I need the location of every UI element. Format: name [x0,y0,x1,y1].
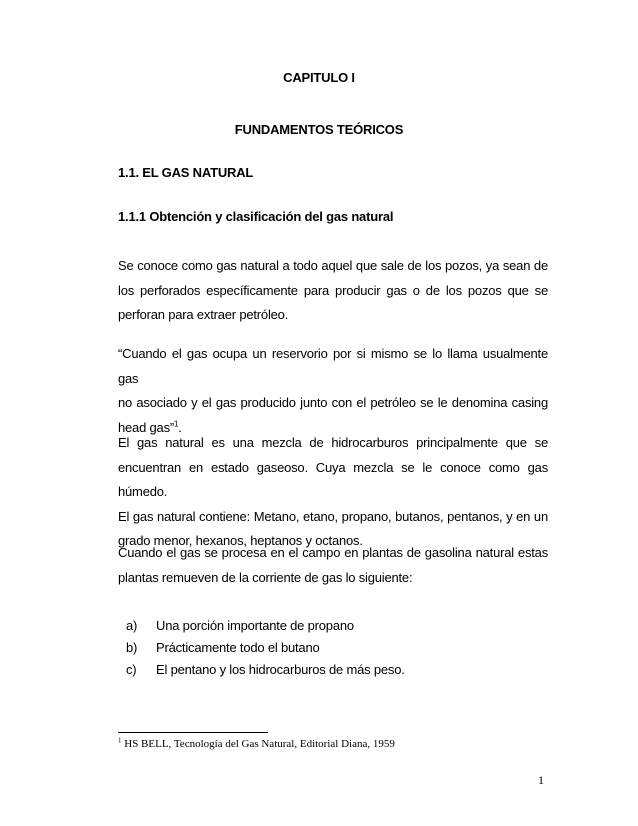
paragraph-line: “Cuando el gas ocupa un reservorio por si mismo se lo llama usualmente gas [118,346,548,386]
chapter-title: CAPITULO I [283,70,355,85]
list-item [126,659,405,681]
list-marker: a) [126,618,138,633]
footnote-separator [118,732,268,733]
paragraph-4 [118,541,548,590]
subsection-heading: 1.1.1 Obtención y clasificación del gas natural [118,209,394,224]
chapter-subtitle: FUNDAMENTOS TEÓRICOS [234,122,404,137]
paragraph-line: Se conoce como gas natural a todo aquel que sale de los pozos, ya sean de [118,258,548,273]
paragraph-3 [118,431,548,554]
list-item-text: El pentano y los hidrocarburos de más peso. [156,662,405,677]
page-number: 1 [538,773,544,787]
list-item [126,615,405,637]
paragraph-line: encuentran en estado gaseoso. Cuya mezcla se le conoce como gas húmedo. [118,459,548,499]
paragraph-line: no asociado y el gas producido junto con el petróleo se le denomina casing [118,395,548,410]
list-marker: c) [126,662,137,677]
paragraph-line: Cuando el gas se procesa en el campo en plantas de gasolina natural estas [118,545,548,560]
paragraph-line: El gas natural es una mezcla de hidrocarburos principalmente que se [118,435,548,450]
quote-end-text: head gas” [118,419,175,435]
paragraph-2 [118,342,548,440]
paragraph-line: plantas remueven de la corriente de gas lo siguiente: [118,569,413,585]
paragraph-line: grado menor, hexanos, heptanos y octanos. [118,533,363,548]
list-item-text: Una porción importante de propano [156,618,354,633]
paragraph-1 [118,254,548,328]
period-text: . [178,419,182,435]
list-item [126,637,405,659]
footnote-number: 1 [118,736,122,745]
paragraph-line: los perforados específicamente para producir gas o de los pozos que se [118,282,548,298]
section-heading: 1.1. EL GAS NATURAL [118,165,254,180]
footnote-reference[interactable]: 1 [174,419,179,429]
footnote [118,738,395,750]
list-item-text: Prácticamente todo el butano [156,640,320,655]
footnote-text: HS BELL, Tecnología del Gas Natural, Editorial Diana, 1959 [121,738,395,750]
paragraph-line: perforan para extraer petróleo. [118,307,289,322]
list-marker: b) [126,640,138,655]
paragraph-line: El gas natural contiene: Metano, etano, propano, butanos, pentanos, y en un [118,508,548,524]
removal-list [126,615,405,681]
